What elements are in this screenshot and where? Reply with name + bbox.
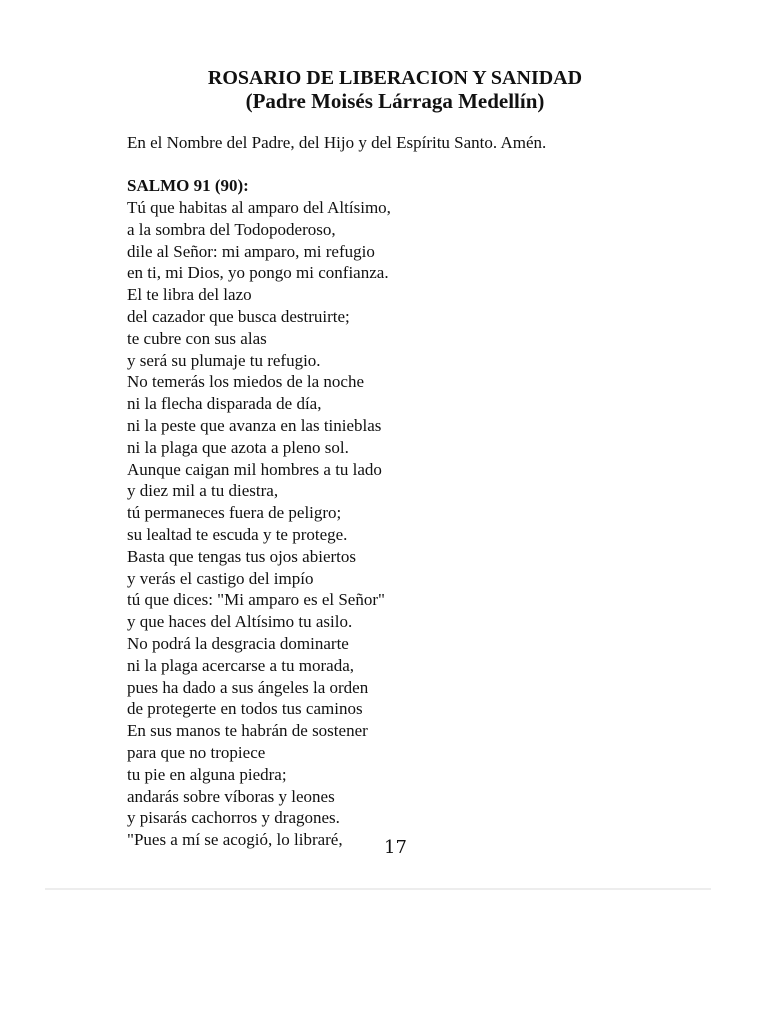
verse-line: ni la peste que avanza en las tinieblas [127, 415, 382, 435]
verse-line: ni la flecha disparada de día, [127, 394, 322, 414]
verse-line: ni la plaga que azota a pleno sol. [127, 437, 349, 457]
verse-line: te cubre con sus alas [127, 328, 267, 348]
verse-line: en ti, mi Dios, yo pongo mi confianza. [127, 263, 389, 283]
verse-line: El te libra del lazo [127, 285, 252, 305]
verse-line: No podrá la desgracia dominarte [127, 633, 349, 653]
psalm-verses [127, 197, 391, 851]
page-number: 17 [384, 837, 407, 858]
verse-line: de protegerte en todos tus caminos [127, 699, 363, 719]
verse-line: ni la plaga acercarse a tu morada, [127, 655, 355, 675]
verse-line: y será su plumaje tu refugio. [127, 350, 321, 370]
verse-line: del cazador que busca destruirte; [127, 306, 350, 326]
verse-line: tú que dices: "Mi amparo es el Señor" [127, 590, 385, 610]
verse-line: En sus manos te habrán de sostener [127, 721, 368, 741]
verse-line: para que no tropiece [127, 742, 266, 762]
verse-line: a la sombra del Todopoderoso, [127, 219, 336, 239]
verse-line: Tú que habitas al amparo del Altísimo, [127, 198, 391, 217]
document-title: ROSARIO DE LIBERACION Y SANIDAD [207, 67, 583, 89]
verse-line: Aunque caigan mil hombres a tu lado [127, 459, 382, 479]
invocation-text: En el Nombre del Padre, del Hijo y del Espíritu Santo. Amén. [127, 133, 547, 152]
verse-line: pues ha dado a sus ángeles la orden [127, 677, 369, 697]
verse-line: y que haces del Altísimo tu asilo. [127, 612, 353, 632]
page-divider [45, 888, 711, 890]
section-heading: SALMO 91 (90): [127, 176, 249, 195]
verse-line: andarás sobre víboras y leones [127, 786, 335, 806]
verse-line: tú permaneces fuera de peligro; [127, 503, 342, 523]
verse-line: "Pues a mí se acogió, lo libraré, [127, 830, 343, 850]
verse-line: tu pie en alguna piedra; [127, 764, 287, 784]
verse-line: dile al Señor: mi amparo, mi refugio [127, 241, 375, 261]
verse-line: su lealtad te escuda y te protege. [127, 524, 348, 544]
verse-line: y verás el castigo del impío [127, 568, 314, 588]
verse-line: No temerás los miedos de la noche [127, 372, 364, 392]
document-subtitle: (Padre Moisés Lárraga Medellín) [245, 89, 545, 113]
verse-line: y pisarás cachorros y dragones. [127, 808, 340, 828]
verse-line: y diez mil a tu diestra, [127, 481, 279, 501]
verse-line: Basta que tengas tus ojos abiertos [127, 546, 356, 566]
